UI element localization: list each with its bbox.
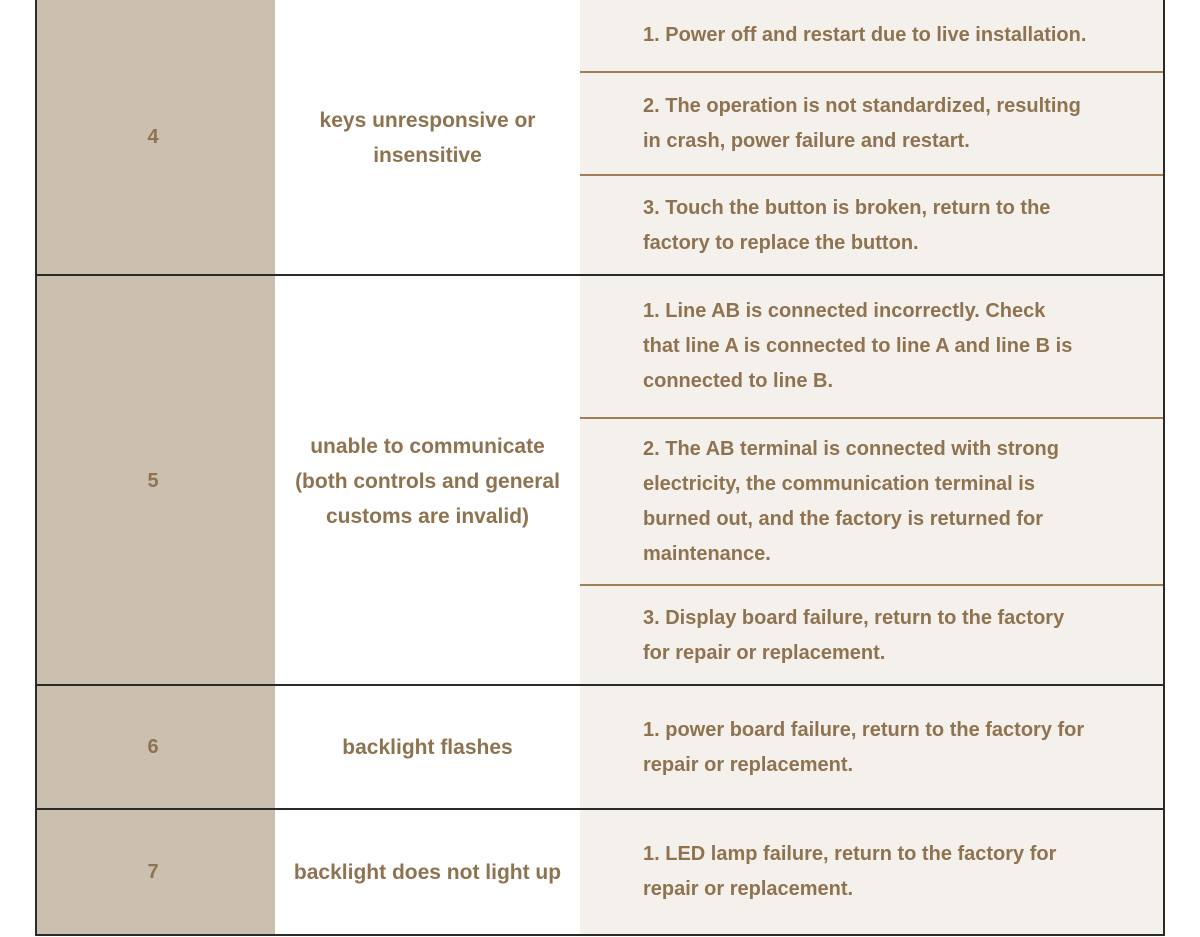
row-number: 6 <box>37 686 275 809</box>
solution-item: 1. Line AB is connected incorrectly. Check that line A is connected to line A and line B is connected to line B. <box>643 300 1073 392</box>
fault-description: backlight flashes <box>275 686 580 809</box>
table-row <box>37 0 1163 275</box>
solutions-list <box>580 686 1163 809</box>
solution-item: 1. Power off and restart due to live installation. <box>643 24 1087 46</box>
solution-item: 1. power board failure, return to the factory for repair or replacement. <box>643 718 1085 776</box>
solutions-list <box>580 276 1163 686</box>
row-number: 7 <box>37 810 275 934</box>
solution-item: 3. Display board failure, return to the factory for repair or replacement. <box>580 584 1163 686</box>
table-row <box>37 808 1163 934</box>
fault-description: backlight does not light up <box>275 810 580 934</box>
troubleshooting-table <box>35 0 1165 936</box>
solution-item: 2. The operation is not standardized, resulting in crash, power failure and restart. <box>580 71 1163 174</box>
table-row <box>37 684 1163 809</box>
row-number: 4 <box>37 0 275 275</box>
solutions-list <box>580 0 1163 275</box>
solutions-list <box>580 810 1163 934</box>
fault-description: keys unresponsive or insensitive <box>275 0 580 275</box>
row-number: 5 <box>37 276 275 686</box>
solution-item: 3. Touch the button is broken, return to the factory to replace the button. <box>580 174 1163 275</box>
solution-item: 2. The AB terminal is connected with strong electricity, the communication terminal is burned out, and the factory is returned for maintenance. <box>580 417 1163 584</box>
solution-item: 1. LED lamp failure, return to the factory for repair or replacement. <box>643 843 1057 900</box>
fault-description: unable to communicate (both controls and general customs are invalid) <box>275 276 580 686</box>
table-row <box>37 274 1163 686</box>
